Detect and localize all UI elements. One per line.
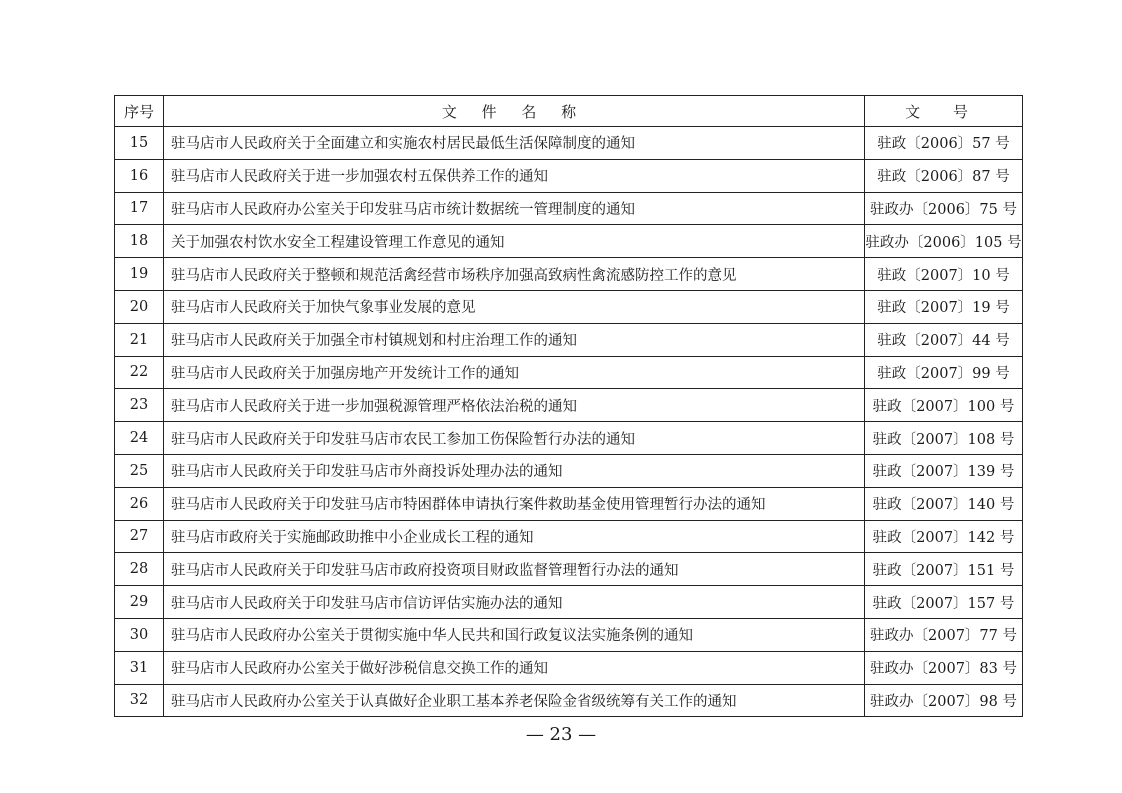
row-document-title: 驻马店市人民政府关于印发驻马店市外商投诉处理办法的通知 [164,454,865,487]
row-document-number: 驻政办〔2007〕98 号 [865,684,1023,717]
table-row [115,422,1023,455]
table-row [115,258,1023,291]
row-serial-number: 15 [115,127,164,160]
table-row [115,356,1023,389]
row-document-title: 驻马店市人民政府关于加强房地产开发统计工作的通知 [164,356,865,389]
table-row [115,389,1023,422]
table-row [115,684,1023,717]
row-document-title: 驻马店市人民政府办公室关于印发驻马店市统计数据统一管理制度的通知 [164,192,865,225]
table-row [115,520,1023,553]
row-document-number: 驻政〔2007〕100 号 [865,389,1023,422]
row-serial-number: 24 [115,422,164,455]
row-document-title: 驻马店市人民政府办公室关于认真做好企业职工基本养老保险金省级统筹有关工作的通知 [164,684,865,717]
row-document-number: 驻政〔2007〕108 号 [865,422,1023,455]
row-serial-number: 19 [115,258,164,291]
row-document-title: 驻马店市政府关于实施邮政助推中小企业成长工程的通知 [164,520,865,553]
row-serial-number: 23 [115,389,164,422]
table-row [115,454,1023,487]
row-document-number: 驻政〔2006〕57 号 [865,127,1023,160]
row-serial-number: 20 [115,290,164,323]
row-document-title: 驻马店市人民政府办公室关于做好涉税信息交换工作的通知 [164,651,865,684]
row-document-title: 驻马店市人民政府关于加强全市村镇规划和村庄治理工作的通知 [164,323,865,356]
table-row [115,127,1023,160]
row-document-number: 驻政〔2007〕99 号 [865,356,1023,389]
row-document-number: 驻政办〔2006〕105 号 [865,225,1023,258]
row-document-number: 驻政办〔2007〕83 号 [865,651,1023,684]
table-row [115,618,1023,651]
table-row [115,225,1023,258]
row-serial-number: 17 [115,192,164,225]
row-document-title: 驻马店市人民政府关于印发驻马店市特困群体申请执行案件救助基金使用管理暂行办法的通知 [164,487,865,520]
row-document-title: 关于加强农村饮水安全工程建设管理工作意见的通知 [164,225,865,258]
table-row [115,290,1023,323]
row-serial-number: 31 [115,651,164,684]
table-row [115,487,1023,520]
table-row [115,323,1023,356]
row-serial-number: 18 [115,225,164,258]
row-serial-number: 16 [115,159,164,192]
header-document-number: 文 号 [865,96,1023,127]
row-document-number: 驻政〔2007〕142 号 [865,520,1023,553]
page-number: — 23 — [525,724,597,745]
header-document-title: 文 件 名 称 [164,96,865,127]
table-row [115,159,1023,192]
table-row [115,651,1023,684]
row-document-title: 驻马店市人民政府关于印发驻马店市农民工参加工伤保险暂行办法的通知 [164,422,865,455]
row-document-number: 驻政办〔2007〕77 号 [865,618,1023,651]
row-serial-number: 29 [115,586,164,619]
row-document-title: 驻马店市人民政府关于整顿和规范活禽经营市场秩序加强高致病性禽流感防控工作的意见 [164,258,865,291]
row-document-title: 驻马店市人民政府关于印发驻马店市信访评估实施办法的通知 [164,586,865,619]
row-serial-number: 30 [115,618,164,651]
document-table [114,95,1023,717]
row-document-title: 驻马店市人民政府关于进一步加强税源管理严格依法治税的通知 [164,389,865,422]
row-serial-number: 25 [115,454,164,487]
row-serial-number: 27 [115,520,164,553]
header-serial-number: 序号 [115,96,164,127]
row-document-number: 驻政〔2006〕87 号 [865,159,1023,192]
row-document-title: 驻马店市人民政府办公室关于贯彻实施中华人民共和国行政复议法实施条例的通知 [164,618,865,651]
row-document-number: 驻政〔2007〕140 号 [865,487,1023,520]
row-document-title: 驻马店市人民政府关于印发驻马店市政府投资项目财政监督管理暂行办法的通知 [164,553,865,586]
table-body [115,127,1023,717]
row-document-number: 驻政〔2007〕157 号 [865,586,1023,619]
row-document-title: 驻马店市人民政府关于全面建立和实施农村居民最低生活保障制度的通知 [164,127,865,160]
table-header [115,96,1023,127]
row-serial-number: 28 [115,553,164,586]
table-row [115,586,1023,619]
row-document-number: 驻政〔2007〕151 号 [865,553,1023,586]
table-row [115,192,1023,225]
table-row [115,553,1023,586]
row-document-title: 驻马店市人民政府关于加快气象事业发展的意见 [164,290,865,323]
row-document-number: 驻政办〔2006〕75 号 [865,192,1023,225]
row-serial-number: 26 [115,487,164,520]
row-document-number: 驻政〔2007〕10 号 [865,258,1023,291]
row-serial-number: 22 [115,356,164,389]
row-document-number: 驻政〔2007〕139 号 [865,454,1023,487]
row-document-number: 驻政〔2007〕44 号 [865,323,1023,356]
row-document-title: 驻马店市人民政府关于进一步加强农村五保供养工作的通知 [164,159,865,192]
header-row [115,96,1023,127]
row-document-number: 驻政〔2007〕19 号 [865,290,1023,323]
row-serial-number: 32 [115,684,164,717]
row-serial-number: 21 [115,323,164,356]
